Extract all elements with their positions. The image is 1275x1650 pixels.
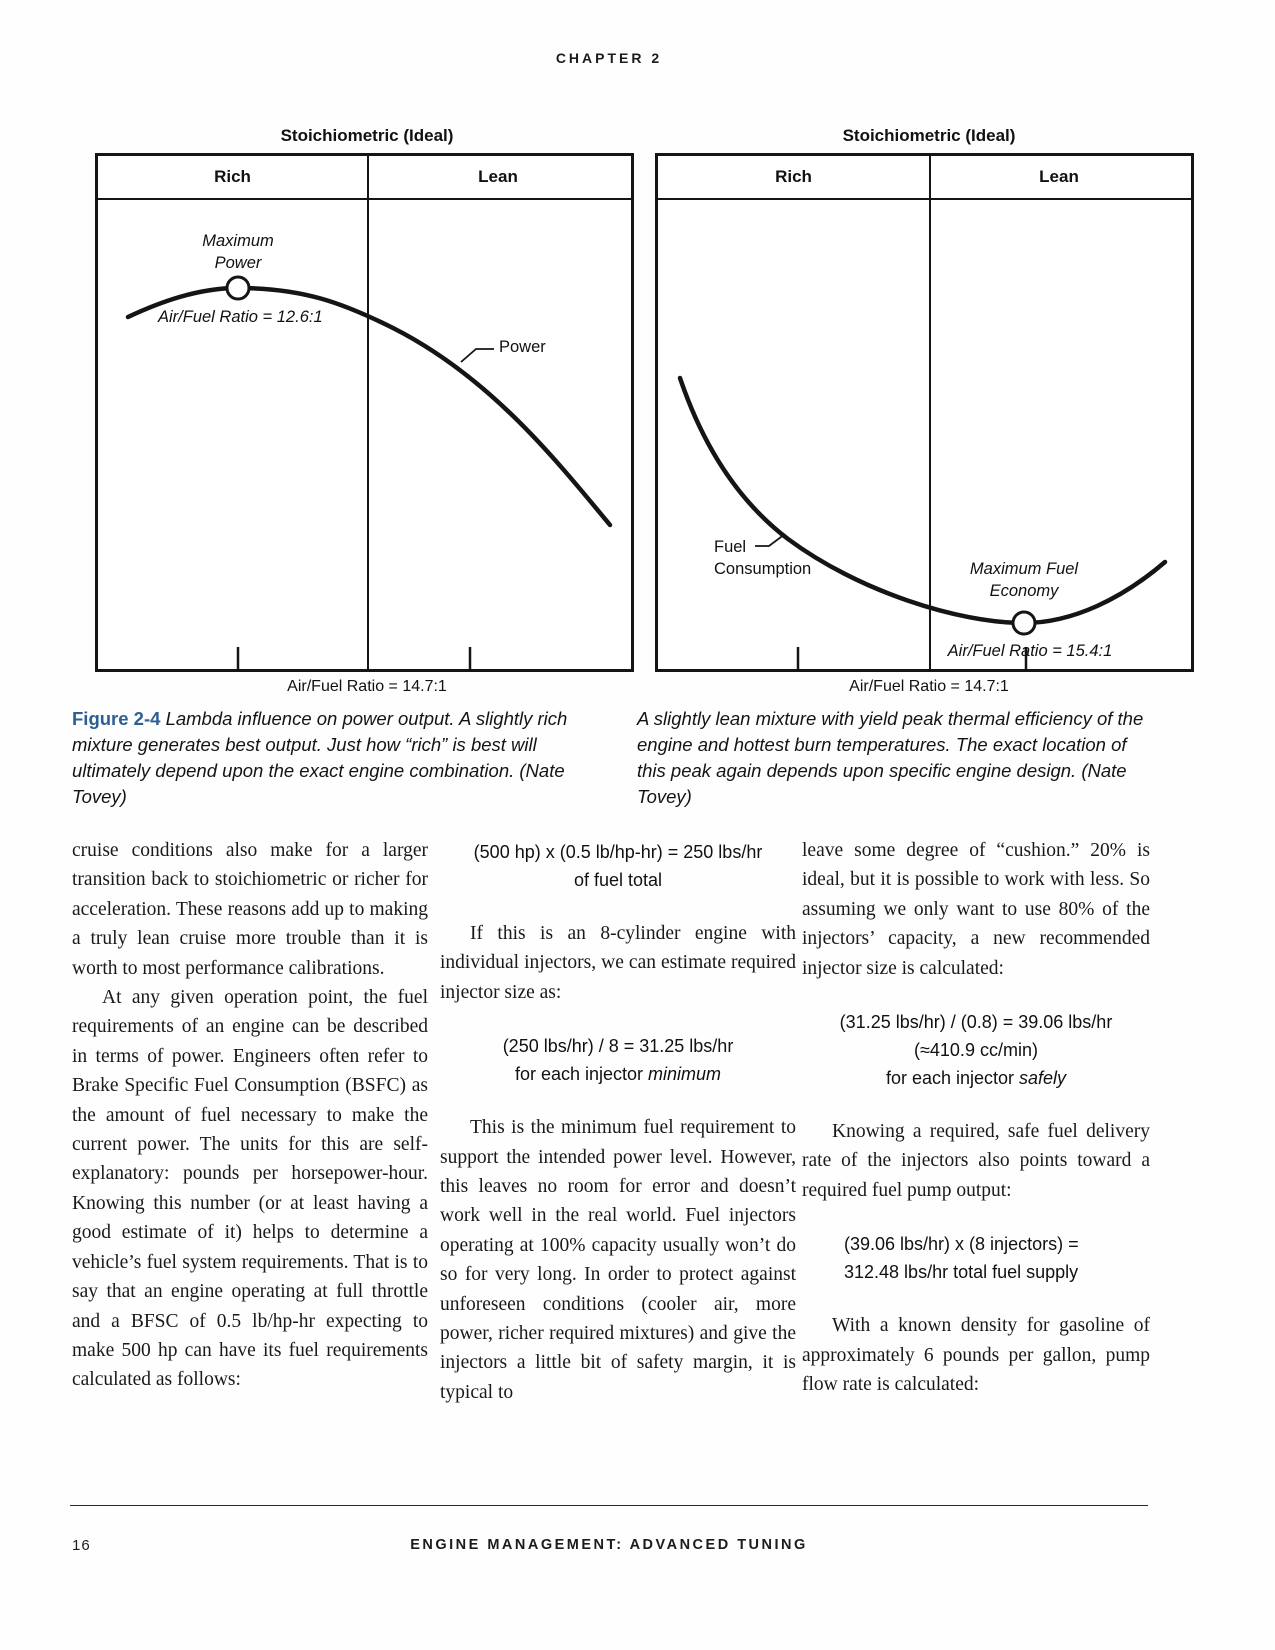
book-title: ENGINE MANAGEMENT: ADVANCED TUNING — [410, 1537, 808, 1553]
max-power-marker — [227, 277, 249, 299]
page-number: 16 — [72, 1537, 91, 1554]
chapter-header: CHAPTER 2 — [555, 50, 663, 66]
formula-line: (39.06 lbs/hr) x (8 injectors) = — [844, 1234, 1079, 1255]
power-label-connector — [461, 349, 494, 362]
figure-right-chart — [655, 153, 1194, 672]
max-economy-line2: Economy — [989, 582, 1059, 600]
max-economy-marker — [1013, 612, 1035, 634]
formula-line: (≈410.9 cc/min) — [914, 1040, 1038, 1061]
figure-right-title: Stoichiometric (Ideal) — [842, 126, 1016, 145]
ratio-15-4-annotation: Air/Fuel Ratio = 15.4:1 — [947, 642, 1113, 660]
stoichiometric-divider-line — [367, 156, 369, 669]
formula-line — [440, 1060, 796, 1088]
formula-line — [802, 1064, 1150, 1092]
formula-fuel-total — [440, 838, 796, 894]
figure-caption-left — [72, 706, 612, 810]
formula-line: (500 hp) x (0.5 lb/hp-hr) = 250 lbs/hr — [473, 842, 763, 862]
text-column-2 — [440, 836, 796, 1407]
text-column-1 — [72, 836, 428, 1395]
formula-text: for each injector — [514, 1064, 649, 1085]
formula-line: 312.48 lbs/hr total fuel supply — [844, 1262, 1079, 1283]
lean-zone-label: Lean — [478, 167, 518, 186]
figure-number-label: Figure 2-4 — [72, 708, 161, 729]
paragraph: At any given operation point, the fuel requirements of an engine can be described in terms of power. Engineers often refer to Brake Specific Fuel Consumption (BSFC) as the amount of fuel necessary to make the current power. The units for this are self-explanatory: pounds per horsepower-hour. Knowing this number (or at least having a good estimate of it) helps to determine a vehicle’s fuel system requirements. That is to say that an engine operating at full throttle and a BFSC of 0.5 lb/hp-hr expecting to make 500 hp can have its fuel requirements calculated as follows: — [72, 987, 428, 1391]
figure-caption-right — [637, 706, 1152, 810]
power-curve-label: Power — [499, 338, 546, 356]
formula-line: (250 lbs/hr) / 8 = 31.25 lbs/hr — [502, 1036, 734, 1057]
figure-left-title: Stoichiometric (Ideal) — [280, 126, 454, 145]
formula-injector-safe — [802, 1008, 1150, 1092]
paragraph: leave some degree of “cushion.” 20% is ideal, but it is possible to work with less. So assuming we only want to use 80% of the injectors’ capacity, a new recommended injector size is calculated: — [802, 840, 1150, 979]
formula-line: of fuel total — [573, 870, 663, 890]
formula-fuel-supply — [802, 1230, 1150, 1286]
zone-header — [658, 156, 1191, 200]
paragraph: If this is an 8-cylinder engine with individual injectors, we can estimate required injector size as: — [440, 923, 796, 1003]
paragraph: This is the minimum fuel requirement to support the intended power level. However, this leaves no room for error and doesn’t work well in the real world. Fuel injectors operating at 100% capacity usually won’t do so for very long. In order to protect against unforeseen conditions (cooler air, more power, richer required mixtures) and give the injectors a little bit of safety margin, it is typical to — [440, 1117, 796, 1403]
text-column-3 — [802, 836, 1150, 1399]
max-power-annotation — [158, 230, 318, 274]
figure-right-axis-label: Air/Fuel Ratio = 14.7:1 — [849, 678, 1009, 695]
fuel-consumption-line2: Consumption — [714, 560, 812, 578]
paragraph: With a known density for gasoline of approximately 6 pounds per gallon, pump flow rate is calculated: — [802, 1315, 1150, 1396]
figure-left-axis-label: Air/Fuel Ratio = 14.7:1 — [287, 678, 447, 695]
max-power-line2: Power — [214, 254, 262, 272]
max-economy-annotation — [914, 558, 1134, 602]
formula-text: for each injector — [885, 1068, 1020, 1089]
fuel-consumption-line1: Fuel — [714, 538, 747, 556]
formula-emphasis: minimum — [648, 1064, 722, 1085]
footer-rule — [70, 1505, 1148, 1506]
rich-zone-label: Rich — [775, 167, 812, 186]
lean-zone-label: Lean — [1039, 167, 1079, 186]
formula-line: (31.25 lbs/hr) / (0.8) = 39.06 lbs/hr — [839, 1012, 1113, 1033]
formula-emphasis: safely — [1019, 1068, 1067, 1089]
max-power-line1: Maximum — [202, 232, 274, 250]
zone-header — [98, 156, 631, 200]
ratio-12-6-annotation: Air/Fuel Ratio = 12.6:1 — [158, 308, 323, 326]
paragraph: Knowing a required, safe fuel delivery rate of the injectors also points toward a required fuel pump output: — [802, 1121, 1150, 1201]
figure-left-chart — [95, 153, 634, 672]
figure-caption-right-text: A slightly lean mixture with yield peak thermal efficiency of the engine and hottest burn temperatures. The exact location of this peak again depends upon specific engine design. (Nate Tovey) — [637, 708, 1144, 807]
fuel-consumption-label — [714, 536, 811, 580]
figure-caption-left-text: Lambda influence on power output. A slightly rich mixture generates best output. Just how “rich” is best will ultimately depend upon the exact engine combination. (Nate Tovey) — [72, 708, 568, 807]
rich-zone-label: Rich — [214, 167, 251, 186]
paragraph: cruise conditions also make for a larger transition back to stoichiometric or richer for acceleration. These reasons add up to making a truly lean cruise more trouble than it is worth to most performance calibrations. — [72, 840, 428, 979]
formula-injector-minimum — [440, 1032, 796, 1088]
max-economy-line1: Maximum Fuel — [969, 560, 1079, 578]
